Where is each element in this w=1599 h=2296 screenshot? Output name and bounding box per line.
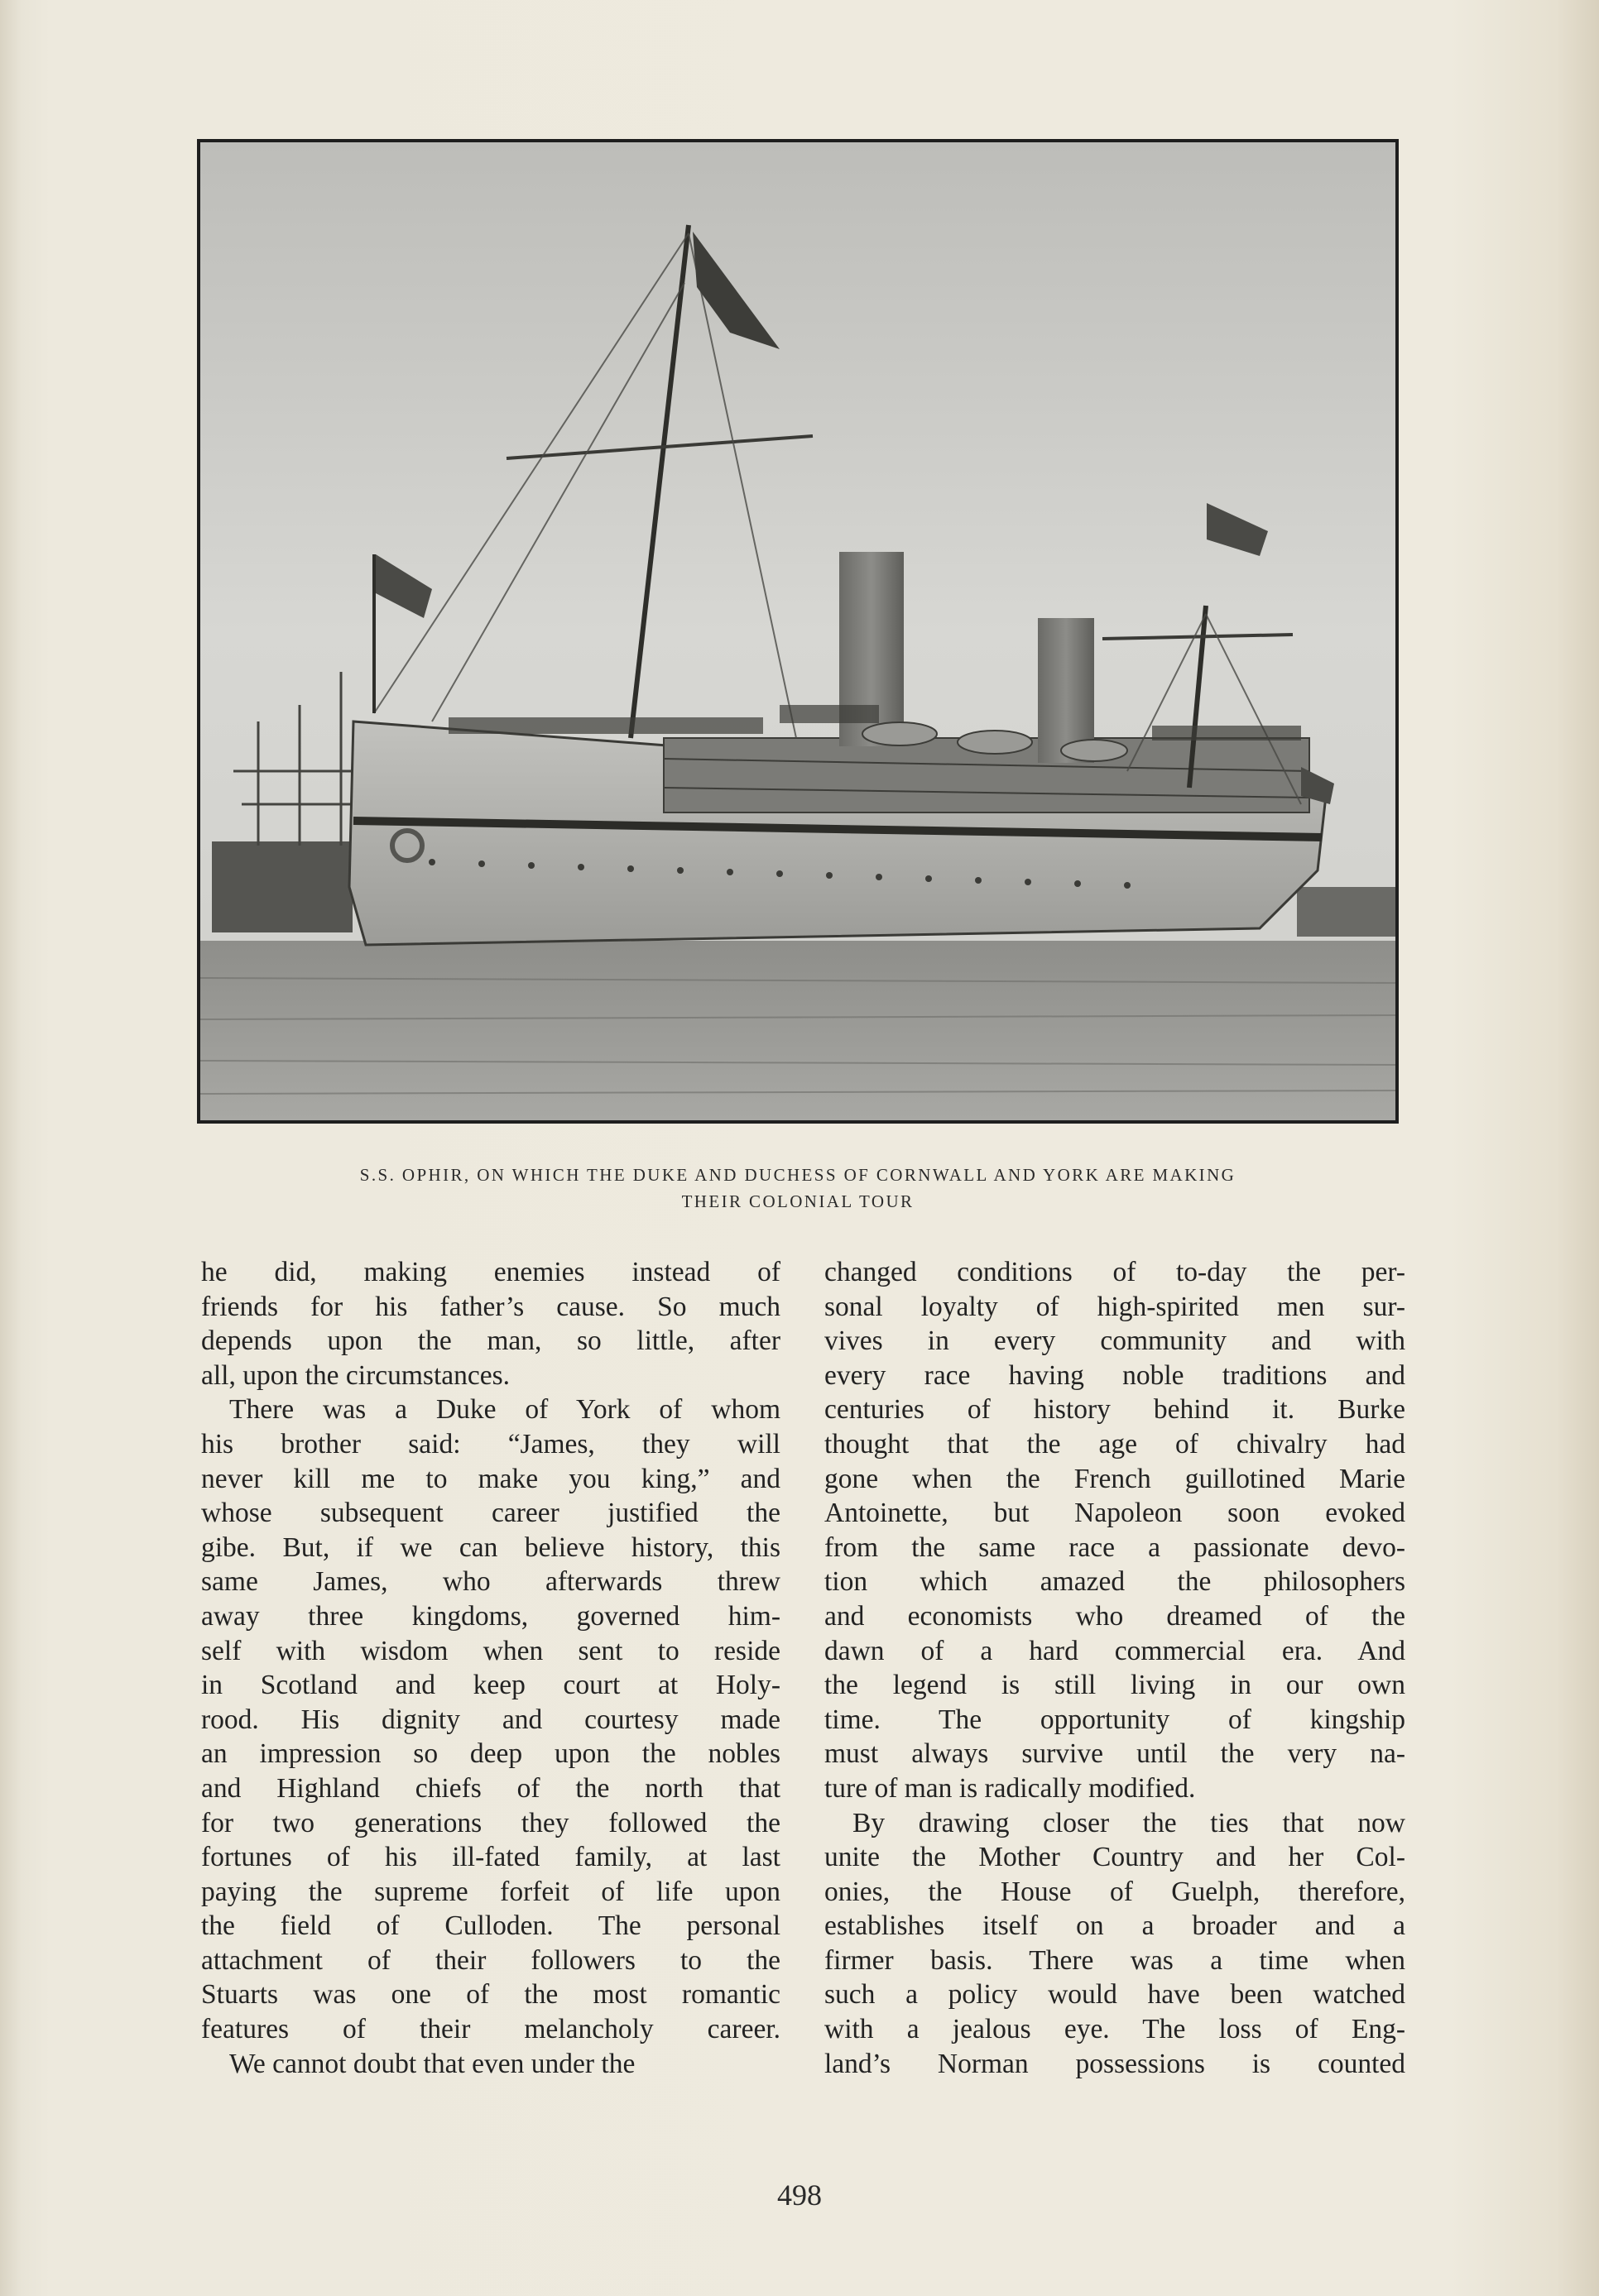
text-line: There was a Duke of York of whom: [229, 1394, 780, 1426]
text-line: ture of man is radically modified.: [824, 1772, 1196, 1804]
text-line: sonal loyalty of high-spirited men sur-: [824, 1291, 1405, 1322]
text-line: paying the supreme forfeit of life upon: [201, 1876, 780, 1907]
text-line: unite the Mother Country and her Col-: [824, 1842, 1405, 1873]
text-line: must always survive until the very na-: [824, 1738, 1405, 1770]
text-line: establishes itself on a broader and a: [824, 1910, 1405, 1942]
distant-vessel: [1297, 887, 1395, 937]
text-line: depends upon the man, so little, after: [201, 1325, 780, 1357]
text-line: features of their melancholy career.: [201, 2014, 780, 2045]
text-line: onies, the House of Guelph, therefore,: [824, 1876, 1405, 1907]
text-line: every race having noble traditions and: [824, 1359, 1405, 1391]
caption-line-2: THEIR COLONIAL TOUR: [681, 1191, 915, 1211]
right-text-column: [824, 1255, 1405, 2081]
text-line: tion which amazed the philosophers: [824, 1566, 1405, 1598]
text-line: gone when the French guillotined Marie: [824, 1463, 1405, 1494]
text-line: whose subsequent career justified the: [201, 1498, 780, 1529]
steamship-illustration: [200, 142, 1395, 1120]
text-line: an impression so deep upon the nobles: [201, 1738, 780, 1770]
text-line: rood. His dignity and courtesy made: [201, 1704, 780, 1735]
text-line: he did, making enemies instead of: [201, 1257, 780, 1287]
text-line: never kill me to make you king,” and: [201, 1463, 780, 1494]
text-line: centuries of history behind it. Burke: [824, 1394, 1405, 1426]
text-line: We cannot doubt that even under the: [229, 2048, 636, 2079]
text-line: By drawing closer the ties that now: [852, 1807, 1405, 1838]
text-line: and economists who dreamed of the: [824, 1600, 1405, 1632]
text-line: friends for his father’s cause. So much: [201, 1291, 780, 1322]
text-line: such a policy would have been watched: [824, 1979, 1405, 2011]
text-line: in Scotland and keep court at Holy-: [201, 1670, 780, 1701]
text-line: and Highland chiefs of the north that: [201, 1772, 780, 1804]
text-line: the field of Culloden. The personal: [201, 1910, 780, 1942]
text-line: changed conditions of to-day the per-: [824, 1257, 1405, 1287]
text-line: the legend is still living in our own: [824, 1670, 1405, 1701]
text-line: Stuarts was one of the most romantic: [201, 1979, 780, 2011]
text-line: same James, who afterwards threw: [201, 1566, 780, 1598]
text-line: from the same race a passionate devo-: [824, 1531, 1405, 1563]
text-line: fortunes of his ill-fated family, at last: [201, 1842, 780, 1873]
caption-line-1: S.S. OPHIR, ON WHICH THE DUKE AND DUCHESS OF CORNWALL AND YORK ARE MAKING: [359, 1165, 1236, 1185]
text-line: with a jealous eye. The loss of Eng-: [824, 2014, 1405, 2045]
text-line: all, upon the circumstances.: [201, 1359, 511, 1391]
ship-photograph: [197, 139, 1399, 1124]
text-line: Antoinette, but Napoleon soon evoked: [824, 1498, 1405, 1529]
text-line: self with wisdom when sent to reside: [201, 1635, 780, 1666]
text-line: attachment of their followers to the: [201, 1944, 780, 1976]
text-line: vives in every community and with: [824, 1325, 1405, 1357]
text-line: firmer basis. There was a time when: [824, 1944, 1405, 1976]
text-line: land’s Norman possessions is counted: [824, 2048, 1405, 2079]
text-line: thought that the age of chivalry had: [824, 1428, 1405, 1460]
left-text-column: [201, 1255, 780, 2081]
page-number: 498: [777, 2179, 822, 2212]
text-line: gibe. But, if we can believe history, this: [201, 1531, 780, 1563]
text-line: his brother said: “James, they will: [201, 1428, 780, 1460]
text-line: dawn of a hard commercial era. And: [824, 1635, 1405, 1666]
text-line: time. The opportunity of kingship: [824, 1704, 1405, 1735]
figure-caption: [197, 1162, 1399, 1215]
text-line: for two generations they followed the: [201, 1807, 780, 1838]
text-line: away three kingdoms, governed him-: [201, 1600, 780, 1632]
